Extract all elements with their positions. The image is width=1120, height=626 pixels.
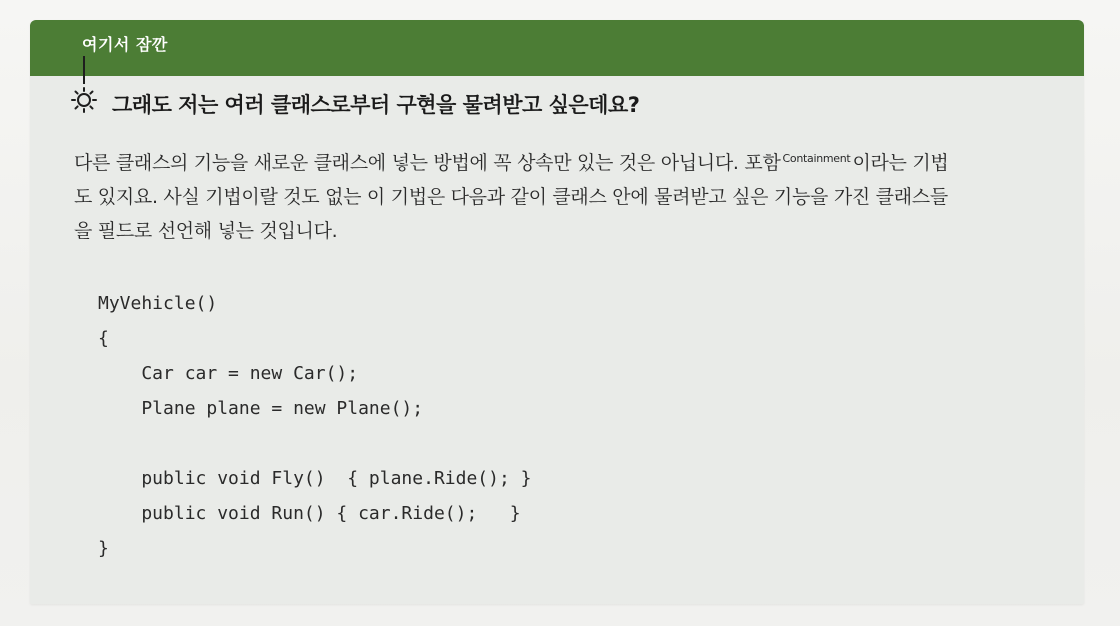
lightbulb-icon: [66, 82, 102, 118]
code-block: [98, 286, 531, 566]
paragraph-line-1: [74, 142, 1049, 180]
paragraph-line-1-start: 다른 클래스의 기능을 새로운 클래스에 넣는 방법에 꼭 상속만 있는 것은 아닙니다. 포함: [74, 152, 781, 174]
question-heading: 그래도 저는 여러 클래스로부터 구현을 물려받고 싶은데요?: [112, 93, 640, 117]
tip-header-bar: [30, 20, 1084, 76]
icon-stem: [83, 56, 85, 84]
code-line: Plane plane = new Plane();: [98, 398, 424, 419]
code-line: MyVehicle(): [98, 293, 218, 314]
paragraph-line-2: 도 있지요. 사실 기법이랄 것도 없는 이 기법은 다음과 같이 클래스 안에 물려받고 싶은 기능을 가진 클래스들: [74, 186, 948, 208]
code-line: [98, 426, 531, 461]
code-line: public void Run() { car.Ride(); }: [98, 503, 521, 524]
tip-header-title: 여기서 잠깐: [82, 35, 168, 54]
code-line: {: [98, 328, 109, 349]
paragraph-line-3: 을 필드로 선언해 넣는 것입니다.: [74, 220, 338, 242]
paragraph-line-1-end: 이라는 기법: [852, 152, 949, 174]
containment-annotation: Containment: [782, 152, 851, 165]
body-paragraph: [74, 142, 1049, 248]
code-line: Car car = new Car();: [98, 363, 359, 384]
code-line: }: [98, 538, 109, 559]
code-line: public void Fly() { plane.Ride(); }: [98, 468, 532, 489]
